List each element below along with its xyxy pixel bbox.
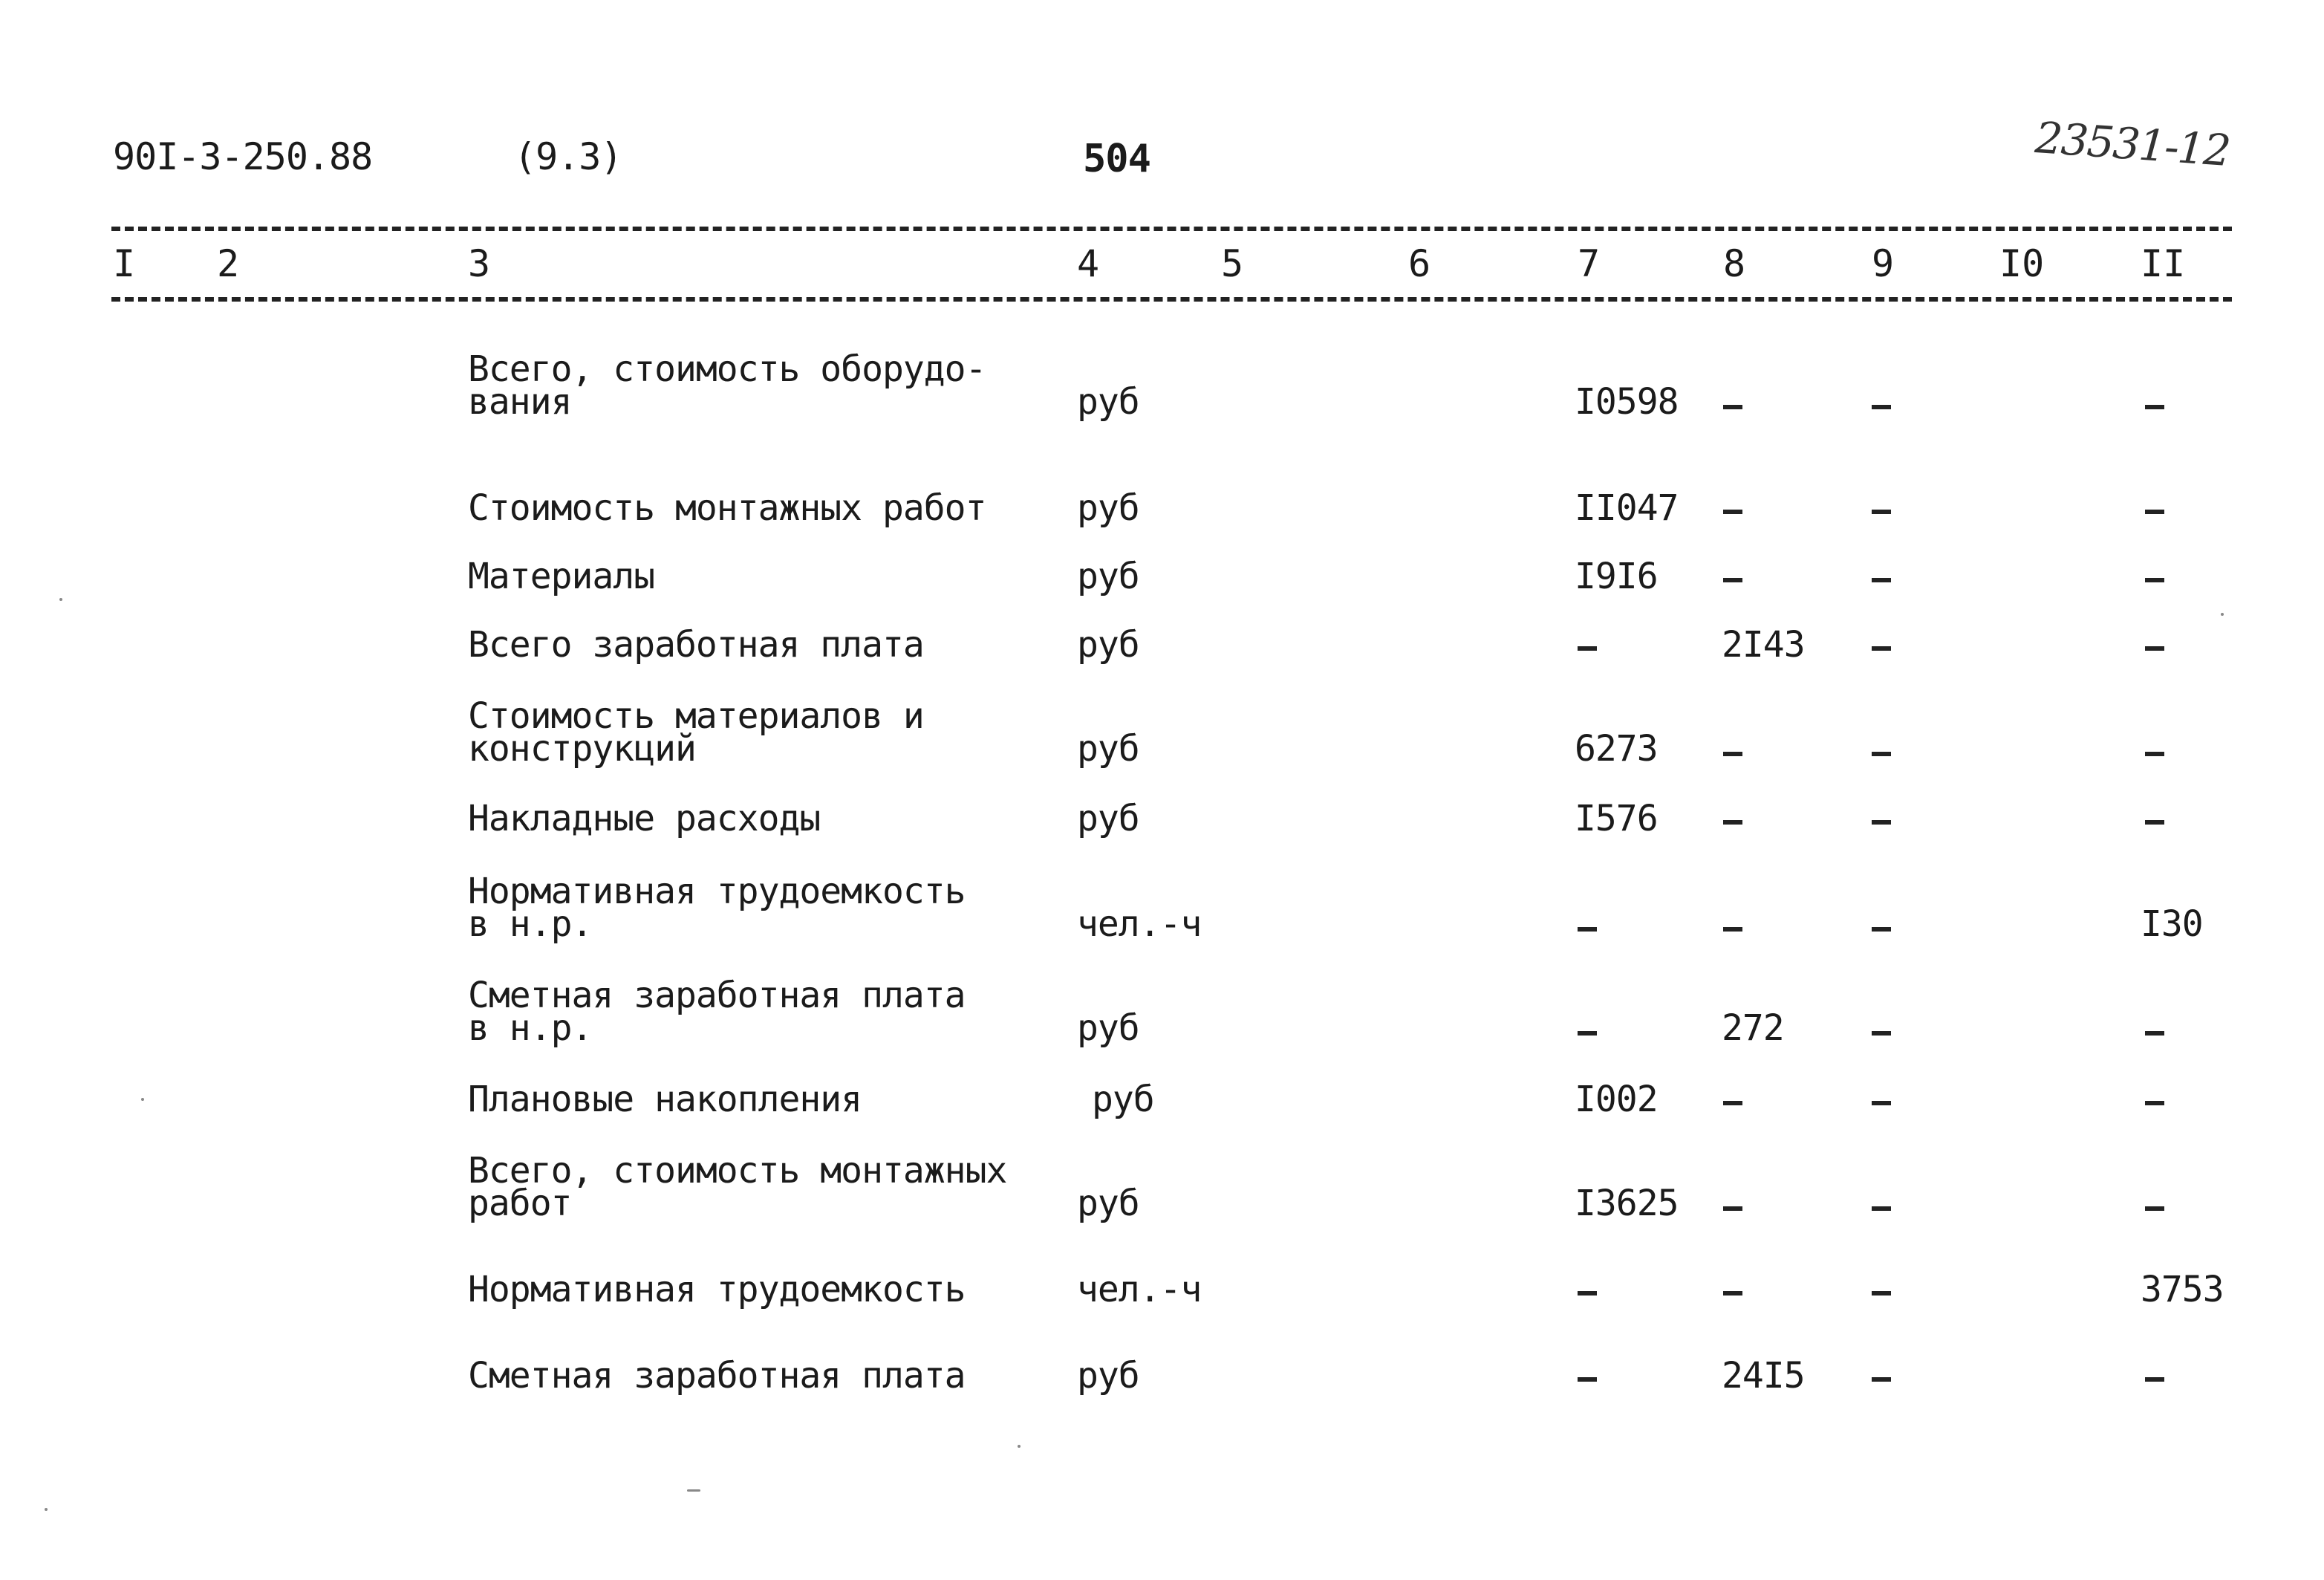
dash-col11 (2145, 752, 2164, 756)
dash-col11 (2145, 1031, 2164, 1036)
section-number: (9.3) (514, 135, 622, 178)
column-number-7: 7 (1578, 242, 1601, 285)
scan-speck (45, 1508, 48, 1511)
dash-col11 (2145, 405, 2164, 409)
column-number-9: 9 (1872, 242, 1895, 285)
scan-speck (141, 1098, 144, 1101)
cell-col7: II047 (1575, 487, 1679, 529)
dash-col8 (1723, 927, 1742, 932)
dash-col7 (1578, 927, 1597, 932)
row-label: Сметная заработная плата (468, 1355, 966, 1397)
dash-col7 (1578, 646, 1597, 651)
dash-col11 (2145, 1377, 2164, 1382)
dash-col8 (1723, 752, 1742, 756)
dash-col7 (1578, 1377, 1597, 1382)
column-number-10: I0 (1999, 242, 2045, 285)
dash-col7 (1578, 1291, 1597, 1295)
row-unit: чел.-ч (1077, 1269, 1202, 1310)
dash-col9 (1872, 405, 1891, 409)
dash-col11 (2145, 1101, 2164, 1105)
row-label: Стоимость материалов и конструкций (468, 695, 924, 770)
row-label: Сметная заработная плата в н.р. (468, 975, 966, 1049)
dash-col11 (2145, 510, 2164, 514)
handwritten-sheet-number: 23531-12 (2033, 111, 2231, 177)
dash-col8 (1723, 405, 1742, 409)
scan-speck (2221, 613, 2224, 616)
row-label: Плановые накопления (468, 1079, 862, 1120)
dash-col9 (1872, 1101, 1891, 1105)
dash-col9 (1872, 1291, 1891, 1295)
column-number-6: 6 (1408, 242, 1431, 285)
row-unit: руб (1077, 1183, 1139, 1224)
row-label: Материалы (468, 556, 655, 597)
dash-col8 (1723, 578, 1742, 582)
row-label: Всего, стоимость монтажных работ (468, 1150, 1007, 1224)
dash-col11 (2145, 1206, 2164, 1211)
dash-col9 (1872, 1031, 1891, 1036)
dash-col9 (1872, 1377, 1891, 1382)
row-unit: руб (1077, 556, 1139, 597)
cell-col7: I3625 (1575, 1183, 1679, 1224)
dash-col8 (1723, 510, 1742, 514)
column-number-8: 8 (1723, 242, 1746, 285)
dash-col9 (1872, 510, 1891, 514)
row-label: Накладные расходы (468, 798, 821, 839)
row-unit: руб (1077, 798, 1139, 839)
dash-col11 (2145, 646, 2164, 651)
row-unit: руб (1077, 381, 1139, 423)
cell-col11: I30 (2141, 903, 2203, 945)
dash-col8 (1723, 820, 1742, 825)
row-unit: руб (1077, 624, 1139, 666)
dash-col9 (1872, 646, 1891, 651)
dash-col11 (2145, 820, 2164, 825)
dash-col9 (1872, 1206, 1891, 1211)
cell-col8: 24I5 (1722, 1355, 1805, 1397)
header-top-rule (111, 227, 2232, 231)
scan-speck (59, 598, 62, 601)
cell-col7: I9I6 (1575, 556, 1658, 597)
column-number-1: I (113, 242, 136, 285)
row-unit: руб (1077, 1355, 1139, 1397)
row-unit: чел.-ч (1077, 903, 1202, 945)
dash-col11 (2145, 578, 2164, 582)
cell-col11: 3753 (2141, 1269, 2224, 1310)
row-label: Всего, стоимость оборудо- вания (468, 348, 986, 423)
column-number-5: 5 (1221, 242, 1244, 285)
cell-col7: I002 (1575, 1079, 1658, 1120)
dash-col8 (1723, 1206, 1742, 1211)
cell-col7: 6273 (1575, 728, 1658, 770)
cell-col8: 2I43 (1722, 624, 1805, 666)
dash-col7 (1578, 1031, 1597, 1036)
row-label: Нормативная трудоемкость в н.р. (468, 871, 966, 945)
header-bottom-rule (111, 297, 2232, 302)
column-number-2: 2 (217, 242, 240, 285)
row-unit: руб (1077, 728, 1139, 770)
row-label: Всего заработная плата (468, 624, 924, 666)
row-label: Стоимость монтажных работ (468, 487, 986, 529)
dash-col9 (1872, 752, 1891, 756)
dash-col8 (1723, 1291, 1742, 1295)
cell-col8: 272 (1722, 1007, 1784, 1049)
row-label: Нормативная трудоемкость (468, 1269, 966, 1310)
document-code: 90I-3-250.88 (113, 135, 373, 178)
row-unit: руб (1077, 487, 1139, 529)
column-number-11: II (2141, 242, 2186, 285)
scan-speck (687, 1489, 700, 1492)
cell-col7: I576 (1575, 798, 1658, 839)
dash-col9 (1872, 578, 1891, 582)
column-number-3: 3 (468, 242, 491, 285)
scan-speck (1018, 1445, 1021, 1448)
dash-col9 (1872, 927, 1891, 932)
cell-col7: I0598 (1575, 381, 1679, 423)
dash-col9 (1872, 820, 1891, 825)
column-number-4: 4 (1077, 242, 1100, 285)
row-unit: руб (1092, 1079, 1154, 1120)
dash-col8 (1723, 1101, 1742, 1105)
row-unit: руб (1077, 1007, 1139, 1049)
page-number: 504 (1083, 137, 1150, 181)
